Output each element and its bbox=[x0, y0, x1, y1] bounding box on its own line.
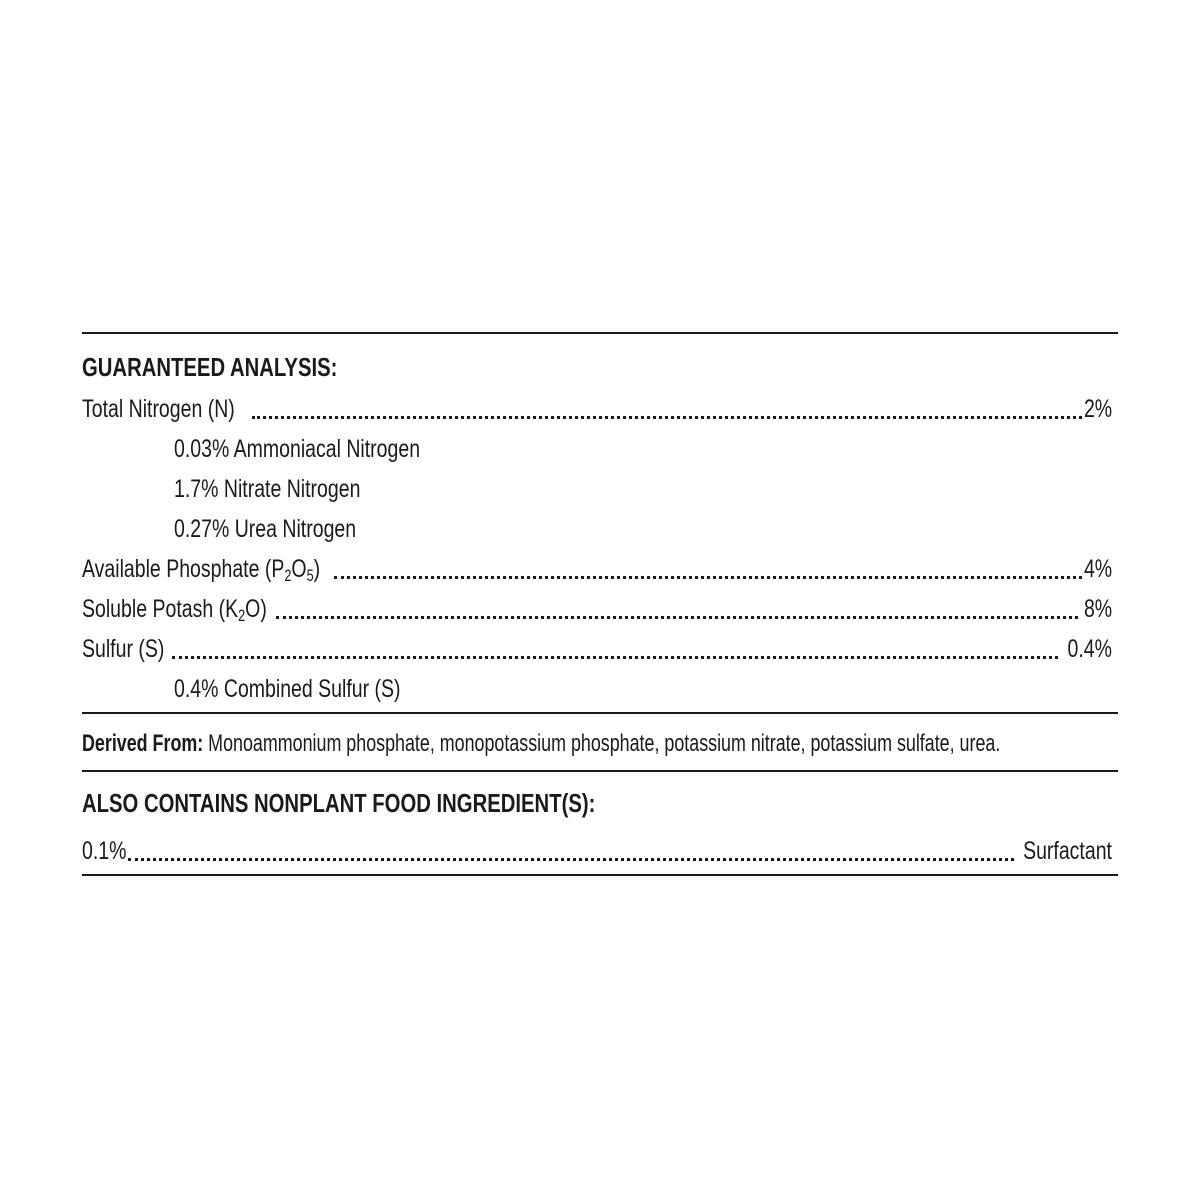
row-label: Sulfur (S) bbox=[82, 635, 165, 663]
derived-from-line bbox=[82, 714, 1118, 770]
row-label: 0.1% bbox=[82, 837, 127, 865]
analysis-subrow-urea-nitrogen: 0.27% Urea Nitrogen bbox=[174, 515, 357, 543]
fertilizer-label-panel bbox=[82, 332, 1118, 876]
nonplant-heading: ALSO CONTAINS NONPLANT FOOD INGREDIENT(S): bbox=[82, 788, 596, 818]
guaranteed-analysis-heading: GUARANTEED ANALYSIS: bbox=[82, 352, 338, 382]
row-label: Available Phosphate $(P_2O_5)$ bbox=[82, 555, 321, 586]
dot-leader bbox=[128, 858, 1014, 861]
dot-leader bbox=[172, 656, 1058, 659]
top-divider bbox=[82, 332, 1118, 334]
analysis-row-sulfur bbox=[82, 632, 1118, 672]
analysis-row-soluble-potash bbox=[82, 592, 1118, 632]
row-value: 0.4% bbox=[1067, 635, 1112, 663]
analysis-subrow-ammoniacal-nitrogen: 0.03% Ammoniacal Nitrogen bbox=[174, 435, 421, 463]
dot-leader bbox=[252, 416, 1082, 419]
row-label: Total Nitrogen (N) bbox=[82, 395, 235, 423]
analysis-subrow-combined-sulfur: 0.4% Combined Sulfur (S) bbox=[174, 675, 401, 703]
row-value: 2% bbox=[1083, 395, 1112, 423]
analysis-row-available-phosphate bbox=[82, 552, 1118, 592]
row-value: Surfactant bbox=[1023, 837, 1112, 865]
row-value: 8% bbox=[1083, 595, 1112, 623]
derived-from-text: Monoammonium phosphate, monopotassium phosphate, potassium nitrate, potassium sulfate, urea. bbox=[208, 730, 1001, 757]
divider-derived-bottom bbox=[82, 770, 1118, 772]
row-label: Soluble Potash $(K_2O)$ bbox=[82, 595, 267, 626]
bottom-divider bbox=[82, 874, 1118, 876]
dot-leader bbox=[276, 616, 1078, 619]
dot-leader bbox=[334, 576, 1082, 579]
nonplant-row-surfactant bbox=[82, 834, 1118, 874]
derived-from-label: Derived From: bbox=[82, 730, 204, 757]
analysis-subrow-nitrate-nitrogen: 1.7% Nitrate Nitrogen bbox=[174, 475, 361, 503]
analysis-row-total-nitrogen bbox=[82, 392, 1118, 432]
row-value: 4% bbox=[1083, 555, 1112, 583]
